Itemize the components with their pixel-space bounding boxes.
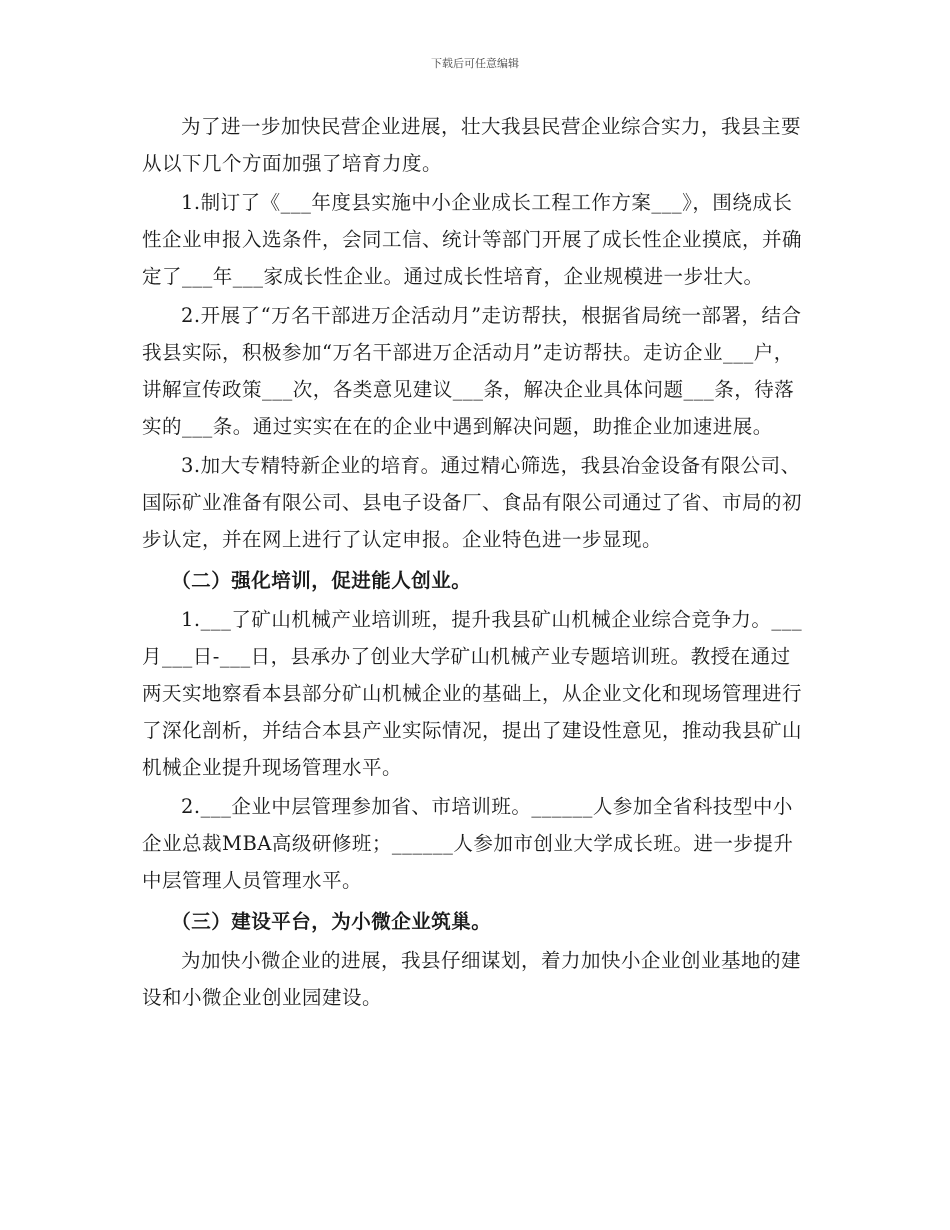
paragraph-training-2: 2.___企业中层管理参加省、市培训班。______人参加全省科技型中小企业总裁MBA高级研修班；______人参加市创业大学成长班。进一步提升中层管理人员管理水平。 xyxy=(142,795,794,892)
section-heading-3: （三）建设平台，为小微企业筑巢。 xyxy=(171,910,492,933)
page-header-note: 下载后可任意编辑 xyxy=(431,57,519,70)
paragraph-platform: 为加快小微企业的进展，我县仔细谋划，着力加快小企业创业基地的建设和小微企业创业园建设。 xyxy=(142,949,802,1009)
paragraph-intro: 为了进一步加快民营企业进展，壮大我县民营企业综合实力，我县主要从以下几个方面加强了培育力度。 xyxy=(142,115,802,175)
document-body xyxy=(142,108,810,1018)
paragraph-training-1: 1.___了矿山机械产业培训班，提升我县矿山机械企业综合竞争力。___月___日-___日，县承办了创业大学矿山机械产业专题培训班。教授在通过两天实地察看本县部分矿山机械企业的基础上，从企业文化和现场管理进行了深化剖析，并结合本县产业实际情况，提出了建设性意见，推动我县矿山机械企业提升现场管理水平。 xyxy=(142,608,803,779)
paragraph-item-3: 3.加大专精特新企业的培育。通过精心筛选，我县冶金设备有限公司、国际矿业准备有限公司、县电子设备厂、食品有限公司通过了省、市局的初步认定，并在网上进行了认定申报。企业特色进一步显现。 xyxy=(142,454,803,551)
section-heading-2: （二）强化培训，促进能人创业。 xyxy=(171,569,472,592)
paragraph-item-2: 2.开展了“万名干部进万企活动月”走访帮扶，根据省局统一部署，结合我县实际，积极参加“万名干部进万企活动月”走访帮扶。走访企业___户，讲解宣传政策___次，各类意见建议___条，解决企业具体问题___条，待落实的___条。通过实实在在的企业中遇到解决问题，助推企业加速进展。 xyxy=(142,304,802,438)
paragraph-item-1: 1.制订了《___年度县实施中小企业成长工程工作方案___》，围绕成长性企业申报入选条件，会同工信、统计等部门开展了成长性企业摸底，并确定了___年___家成长性企业。通过成长性培育，企业规模进一步壮大。 xyxy=(142,191,803,288)
